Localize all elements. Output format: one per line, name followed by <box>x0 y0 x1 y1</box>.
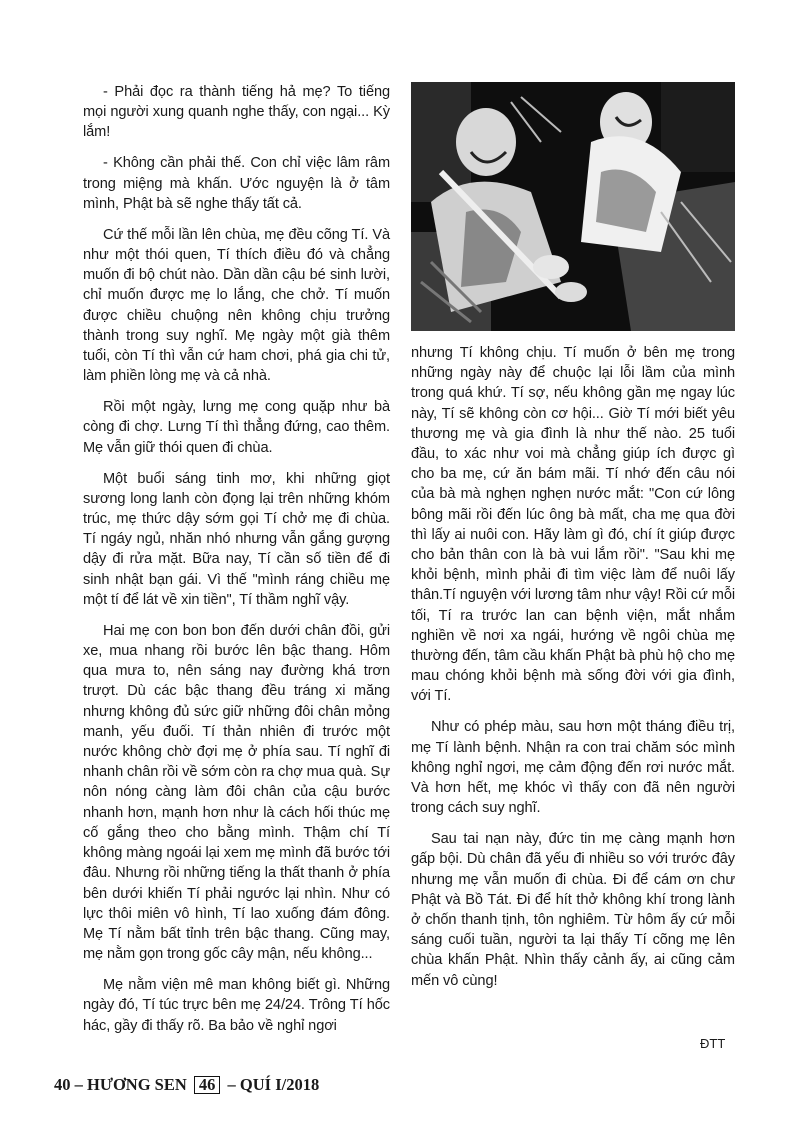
illustration-image <box>411 82 735 331</box>
paragraph: Rồi một ngày, lưng mẹ cong quặp như bà còng đi chợ. Lưng Tí thì thẳng đứng, cao thêm. Mẹ vẫn giữ thói quen đi chùa. <box>83 399 390 456</box>
issue-number: 46 <box>194 1076 221 1094</box>
page-footer <box>54 1075 319 1095</box>
left-column <box>83 82 390 1047</box>
page-number: 40 <box>54 1075 71 1094</box>
magazine-title: – HƯƠNG SEN <box>74 1075 187 1094</box>
paragraph: - Không cần phải thế. Con chỉ việc lâm râm trong miệng mà khấn. Ước nguyện là ở tâm mình, Phật bà sẽ nghe thấy tất cả. <box>83 155 390 212</box>
right-column <box>411 343 735 1002</box>
paragraph: - Phải đọc ra thành tiếng hả mẹ? To tiếng mọi người xung quanh nghe thấy, con ngại... Kỳ lắm! <box>83 84 390 141</box>
paragraph: Sau tai nạn này, đức tin mẹ càng mạnh hơn gấp bội. Dù chân đã yếu đi nhiều so với trước đây nhưng mẹ vẫn muốn đi chùa. Đi để cám ơn chư Phật và Bồ Tát. Đi để hít thở không khí trong lành ở chốn thanh tịnh, tôn nghiêm. Từ hôm ấy cứ mỗi sáng cuối tuần, người ta lại thấy Tí cõng mẹ lên chùa khấn Phật. Nhìn thấy cảnh ấy, ai cũng cảm mến vô cùng! <box>411 831 735 989</box>
paragraph: Mẹ nằm viện mê man không biết gì. Những ngày đó, Tí túc trực bên mẹ 24/24. Trông Tí hốc hác, gầy đi thấy rõ. Ba bảo về nghỉ ngơi <box>83 977 390 1034</box>
paragraph: Cứ thế mỗi lần lên chùa, mẹ đều cõng Tí. Và như một thói quen, Tí thích điều đó và chẳng muốn đi bộ chút nào. Dần dần cậu bé sinh lười, chỉ muốn được mẹ lo lắng, che chở. Tí muốn được chiều chuộng nên không chịu trưởng thành trong suy nghĩ. Mẹ ngày một già thêm tuổi, còn Tí thì vẫn cứ ham chơi, phá gia chi tử, làm phiền lòng mẹ và cả nhà. <box>83 226 390 385</box>
paragraph: Hai mẹ con bon bon đến dưới chân đồi, gửi xe, mua nhang rồi bước lên bậc thang. Hôm qua mưa to, nên sáng nay đường khá trơn trượt. Dù các bậc thang đều tráng xi măng nhưng không đủ sức giữ những đôi chân mỏng manh, yếu đuối. Tí thản nhiên đi trước một nước không chờ đợi mẹ ở phía sau. Tí nghĩ đi nhanh chân rồi về sớm còn ra chợ mua quà. Sự nôn nóng càng làm đôi chân của cậu bước nhanh hơn, mạnh hơn như là cách hối thúc mẹ cố gắng theo cho bằng mình. Thậm chí Tí không màng ngoái lại xem mẹ mình đã bước tới đâu. Nhưng rồi những tiếng la thất thanh ở phía bên dưới khiến Tí phải ngước lại nhìn. Như có lực thôi miên vô hình, Tí lao xuống đám đông. Mẹ Tí nằm bất tỉnh trên bậc thang. Cũng may, mẹ nằm gọn trong gốc cây mận, nếu không... <box>83 622 390 963</box>
issue-quarter: – QUÍ I/2018 <box>227 1075 320 1094</box>
author-signature: ĐTT <box>700 1036 726 1051</box>
paragraph: Như có phép màu, sau hơn một tháng điều trị, mẹ Tí lành bệnh. Nhận ra con trai chăm sóc mình không nghỉ ngơi, mẹ cảm động đến rơi nước mắt. Và hơn hết, mẹ khóc vì thấy con đã nên người trong cách suy nghĩ. <box>411 719 735 817</box>
paragraph: Một buổi sáng tinh mơ, khi những giọt sương long lanh còn đọng lại trên những khóm trúc, mẹ thức dậy sớm gọi Tí chở mẹ đi chùa. Tí ngáy ngủ, nhăn nhó nhưng vẫn gắng gượng dậy đi rửa mặt. Bữa nay, Tí cần số tiền để đi sinh nhật bạn gái. Vì thế "mình ráng chiều mẹ một tí để lát về xin tiền", Tí thầm nghĩ vậy. <box>83 470 390 608</box>
paragraph: nhưng Tí không chịu. Tí muốn ở bên mẹ trong những ngày này để chuộc lại lỗi lầm của mình trong quá khứ. Tí sợ, nếu không gần mẹ ngay lúc này, Tí sẽ không còn cơ hội... Giờ Tí mới biết yêu thương mẹ và gia đình là như thế nào. 25 tuổi đầu, to xác như voi mà chẳng giúp ích được gì cho ba mẹ, cứ ăn bám mãi. Tí nhớ đến câu nói của bà mà nghẹn nghẹn nước mắt: "Con cứ lông bông mãi rồi đến lúc ông bà mất, cha mẹ qua đời thì lấy ai nuôi con. Hãy làm gì đó, chí ít giúp được cho bản thân con là bà vui lắm rồi". "Sau khi mẹ khỏi bệnh, mình phải đi tìm việc làm để nuôi lấy thân.Tí nguyện với lương tâm như vậy! Rồi cứ mỗi tối, Tí ra trước lan can bệnh viện, mắt nhắm nghiền về nơi xa ngái, hướng về ngôi chùa mẹ thường đến, tâm cầu khấn Phật bà phù hộ cho mẹ mau chóng khỏi bệnh mà sống đời với gia đình, với Tí. <box>411 345 735 705</box>
illustration-mother-and-son <box>411 82 735 331</box>
